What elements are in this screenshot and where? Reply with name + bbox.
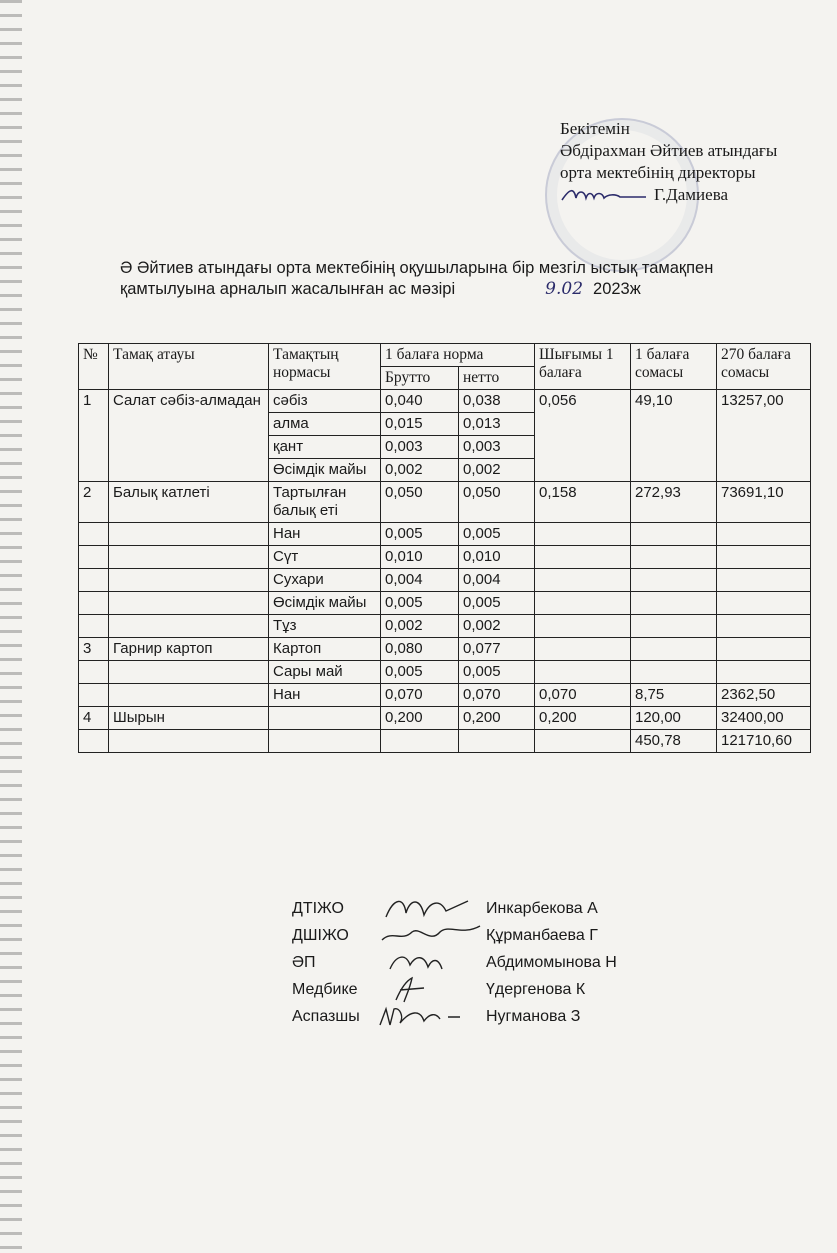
signer-role: Аспазшы bbox=[292, 1007, 360, 1025]
table-row bbox=[79, 523, 811, 546]
cell-num bbox=[79, 615, 109, 638]
signature-icon bbox=[376, 895, 486, 922]
signature-icon bbox=[376, 976, 486, 1003]
cell-ingredient: Тұз bbox=[269, 615, 381, 638]
approval-block bbox=[560, 118, 830, 206]
approval-position: орта мектебінің директоры bbox=[560, 163, 756, 182]
cell-cost1 bbox=[631, 546, 717, 569]
cell-dish bbox=[109, 684, 269, 707]
cell-yield bbox=[535, 592, 631, 615]
table-row bbox=[79, 707, 811, 730]
cell-gross: 0,015 bbox=[381, 413, 459, 436]
signer-name: Абдимомынова Н bbox=[486, 953, 617, 971]
cell-net: 0,002 bbox=[459, 459, 535, 482]
cell-ingredient: Сары май bbox=[269, 661, 381, 684]
cell-gross: 0,002 bbox=[381, 615, 459, 638]
cell-gross: 0,003 bbox=[381, 436, 459, 459]
director-name: Г.Дамиева bbox=[654, 185, 729, 204]
cell-net: 0,003 bbox=[459, 436, 535, 459]
title-line-2: қамтылуына арналып жасалынған ас мәзірі bbox=[120, 280, 456, 298]
table-row bbox=[79, 661, 811, 684]
cell-num: 2 bbox=[79, 482, 109, 523]
cell-cost1 bbox=[631, 615, 717, 638]
cell-cost1 bbox=[631, 638, 717, 661]
cell-ingredient: сәбіз bbox=[269, 390, 381, 413]
cell-ingredient: Тартылған балық еті bbox=[269, 482, 381, 523]
cell-cost270: 73691,10 bbox=[717, 482, 811, 523]
cell-num bbox=[79, 546, 109, 569]
cell-cost270 bbox=[717, 546, 811, 569]
signer-row bbox=[292, 1003, 652, 1030]
table-row bbox=[79, 390, 811, 413]
cell-yield bbox=[535, 546, 631, 569]
cell-ingredient: Сухари bbox=[269, 569, 381, 592]
cell-net: 0,005 bbox=[459, 592, 535, 615]
cell-dish: Шырын bbox=[109, 707, 269, 730]
cell-cost270: 2362,50 bbox=[717, 684, 811, 707]
cell-dish bbox=[109, 546, 269, 569]
signer-row bbox=[292, 922, 652, 949]
cell-net: 0,002 bbox=[459, 615, 535, 638]
col-num: № bbox=[79, 344, 109, 390]
cell-cost270 bbox=[717, 523, 811, 546]
cell-dish bbox=[109, 592, 269, 615]
signature-icon bbox=[376, 949, 486, 976]
cell-net: 0,200 bbox=[459, 707, 535, 730]
signer-role: ДШІЖО bbox=[292, 926, 349, 944]
cell-cost1 bbox=[631, 592, 717, 615]
cell-net: 0,038 bbox=[459, 390, 535, 413]
table-row bbox=[79, 638, 811, 661]
signer-name: Үдергенова К bbox=[486, 980, 586, 998]
cell-ingredient: қант bbox=[269, 436, 381, 459]
cell-gross: 0,070 bbox=[381, 684, 459, 707]
title-line-1: Ә Әйтиев атындағы орта мектебінің оқушыларына бір мезгіл ыстық тамақпен bbox=[120, 259, 714, 277]
table-row bbox=[79, 615, 811, 638]
cell-net: 0,004 bbox=[459, 569, 535, 592]
cell-gross: 0,002 bbox=[381, 459, 459, 482]
cell-ingredient bbox=[269, 730, 381, 753]
cell-cost1: 49,10 bbox=[631, 390, 717, 482]
cell-cost270 bbox=[717, 638, 811, 661]
cell-gross: 0,005 bbox=[381, 592, 459, 615]
table-row bbox=[79, 684, 811, 707]
signer-row bbox=[292, 895, 652, 922]
table-total-row bbox=[79, 730, 811, 753]
signature-icon bbox=[376, 1003, 486, 1030]
cell-yield: 0,200 bbox=[535, 707, 631, 730]
cell-dish: Балық катлеті bbox=[109, 482, 269, 523]
cell-yield: 0,070 bbox=[535, 684, 631, 707]
cell-cost270: 32400,00 bbox=[717, 707, 811, 730]
signer-role: ӘП bbox=[292, 953, 316, 971]
director-signature-icon bbox=[560, 184, 648, 206]
table-row bbox=[79, 569, 811, 592]
col-net: нетто bbox=[459, 367, 535, 390]
cell-gross: 0,040 bbox=[381, 390, 459, 413]
cell-gross: 0,004 bbox=[381, 569, 459, 592]
cell-yield bbox=[535, 661, 631, 684]
cell-ingredient: Нан bbox=[269, 523, 381, 546]
col-cost1: 1 балаға сомасы bbox=[631, 344, 717, 390]
cell-cost1: 8,75 bbox=[631, 684, 717, 707]
signer-row bbox=[292, 976, 652, 1003]
cell-yield bbox=[535, 638, 631, 661]
cell-gross bbox=[381, 730, 459, 753]
signatures-block bbox=[292, 895, 652, 1030]
cell-net: 0,013 bbox=[459, 413, 535, 436]
cell-yield: 0,158 bbox=[535, 482, 631, 523]
col-norm: Тамақтың нормасы bbox=[269, 344, 381, 390]
cell-net bbox=[459, 730, 535, 753]
menu-table bbox=[78, 343, 811, 753]
cell-yield: 0,056 bbox=[535, 390, 631, 482]
cell-dish: Гарнир картоп bbox=[109, 638, 269, 661]
cell-cost1 bbox=[631, 569, 717, 592]
col-gross: Брутто bbox=[381, 367, 459, 390]
cell-yield bbox=[535, 615, 631, 638]
cell-cost270 bbox=[717, 592, 811, 615]
cell-gross: 0,080 bbox=[381, 638, 459, 661]
cell-dish: Салат сәбіз-алмадан bbox=[109, 390, 269, 482]
cell-ingredient: алма bbox=[269, 413, 381, 436]
cell-cost270 bbox=[717, 615, 811, 638]
cell-cost1: 120,00 bbox=[631, 707, 717, 730]
signer-name: Нугманова З bbox=[486, 1007, 581, 1025]
cell-num bbox=[79, 592, 109, 615]
cell-net: 0,005 bbox=[459, 523, 535, 546]
cell-cost1 bbox=[631, 523, 717, 546]
cell-num: 4 bbox=[79, 707, 109, 730]
total-cost1: 450,78 bbox=[631, 730, 717, 753]
cell-num bbox=[79, 523, 109, 546]
cell-net: 0,010 bbox=[459, 546, 535, 569]
signer-role: ДТІЖО bbox=[292, 899, 344, 917]
cell-num bbox=[79, 569, 109, 592]
total-cost270: 121710,60 bbox=[717, 730, 811, 753]
cell-dish bbox=[109, 730, 269, 753]
cell-gross: 0,010 bbox=[381, 546, 459, 569]
cell-net: 0,050 bbox=[459, 482, 535, 523]
cell-ingredient: Сүт bbox=[269, 546, 381, 569]
cell-ingredient bbox=[269, 707, 381, 730]
table-row bbox=[79, 592, 811, 615]
title-year: 2023ж bbox=[593, 280, 641, 298]
cell-dish bbox=[109, 569, 269, 592]
scan-edge-shadow bbox=[0, 0, 22, 1253]
table-row bbox=[79, 482, 811, 523]
signer-name: Инкарбекова А bbox=[486, 899, 598, 917]
cell-cost1: 272,93 bbox=[631, 482, 717, 523]
cell-dish bbox=[109, 661, 269, 684]
col-per-child: 1 балаға норма bbox=[381, 344, 535, 367]
cell-ingredient: Картоп bbox=[269, 638, 381, 661]
cell-ingredient: Өсімдік майы bbox=[269, 459, 381, 482]
cell-num bbox=[79, 730, 109, 753]
cell-yield bbox=[535, 569, 631, 592]
cell-cost1 bbox=[631, 661, 717, 684]
cell-net: 0,070 bbox=[459, 684, 535, 707]
cell-ingredient: Өсімдік майы bbox=[269, 592, 381, 615]
approval-school: Әбдірахман Әйтиев атындағы bbox=[560, 141, 778, 160]
cell-num: 3 bbox=[79, 638, 109, 661]
cell-net: 0,077 bbox=[459, 638, 535, 661]
cell-dish bbox=[109, 523, 269, 546]
signer-role: Медбике bbox=[292, 980, 358, 998]
page-title bbox=[120, 258, 800, 300]
table-header-row bbox=[79, 344, 811, 367]
cell-gross: 0,050 bbox=[381, 482, 459, 523]
cell-net: 0,005 bbox=[459, 661, 535, 684]
cell-num: 1 bbox=[79, 390, 109, 482]
cell-cost270: 13257,00 bbox=[717, 390, 811, 482]
col-dish: Тамақ атауы bbox=[109, 344, 269, 390]
handwritten-date: 9.02 bbox=[545, 279, 584, 299]
cell-num bbox=[79, 661, 109, 684]
col-cost270: 270 балаға сомасы bbox=[717, 344, 811, 390]
cell-dish bbox=[109, 615, 269, 638]
cell-yield bbox=[535, 730, 631, 753]
cell-gross: 0,005 bbox=[381, 661, 459, 684]
col-yield: Шығымы 1 балаға bbox=[535, 344, 631, 390]
cell-gross: 0,200 bbox=[381, 707, 459, 730]
director-sign-row bbox=[560, 184, 830, 206]
table-row bbox=[79, 546, 811, 569]
cell-cost270 bbox=[717, 569, 811, 592]
cell-yield bbox=[535, 523, 631, 546]
cell-ingredient: Нан bbox=[269, 684, 381, 707]
cell-cost270 bbox=[717, 661, 811, 684]
signer-row bbox=[292, 949, 652, 976]
signature-icon bbox=[376, 922, 486, 949]
cell-gross: 0,005 bbox=[381, 523, 459, 546]
signer-name: Құрманбаева Г bbox=[486, 926, 598, 944]
approval-heading: Бекітемін bbox=[560, 119, 630, 138]
cell-num bbox=[79, 684, 109, 707]
